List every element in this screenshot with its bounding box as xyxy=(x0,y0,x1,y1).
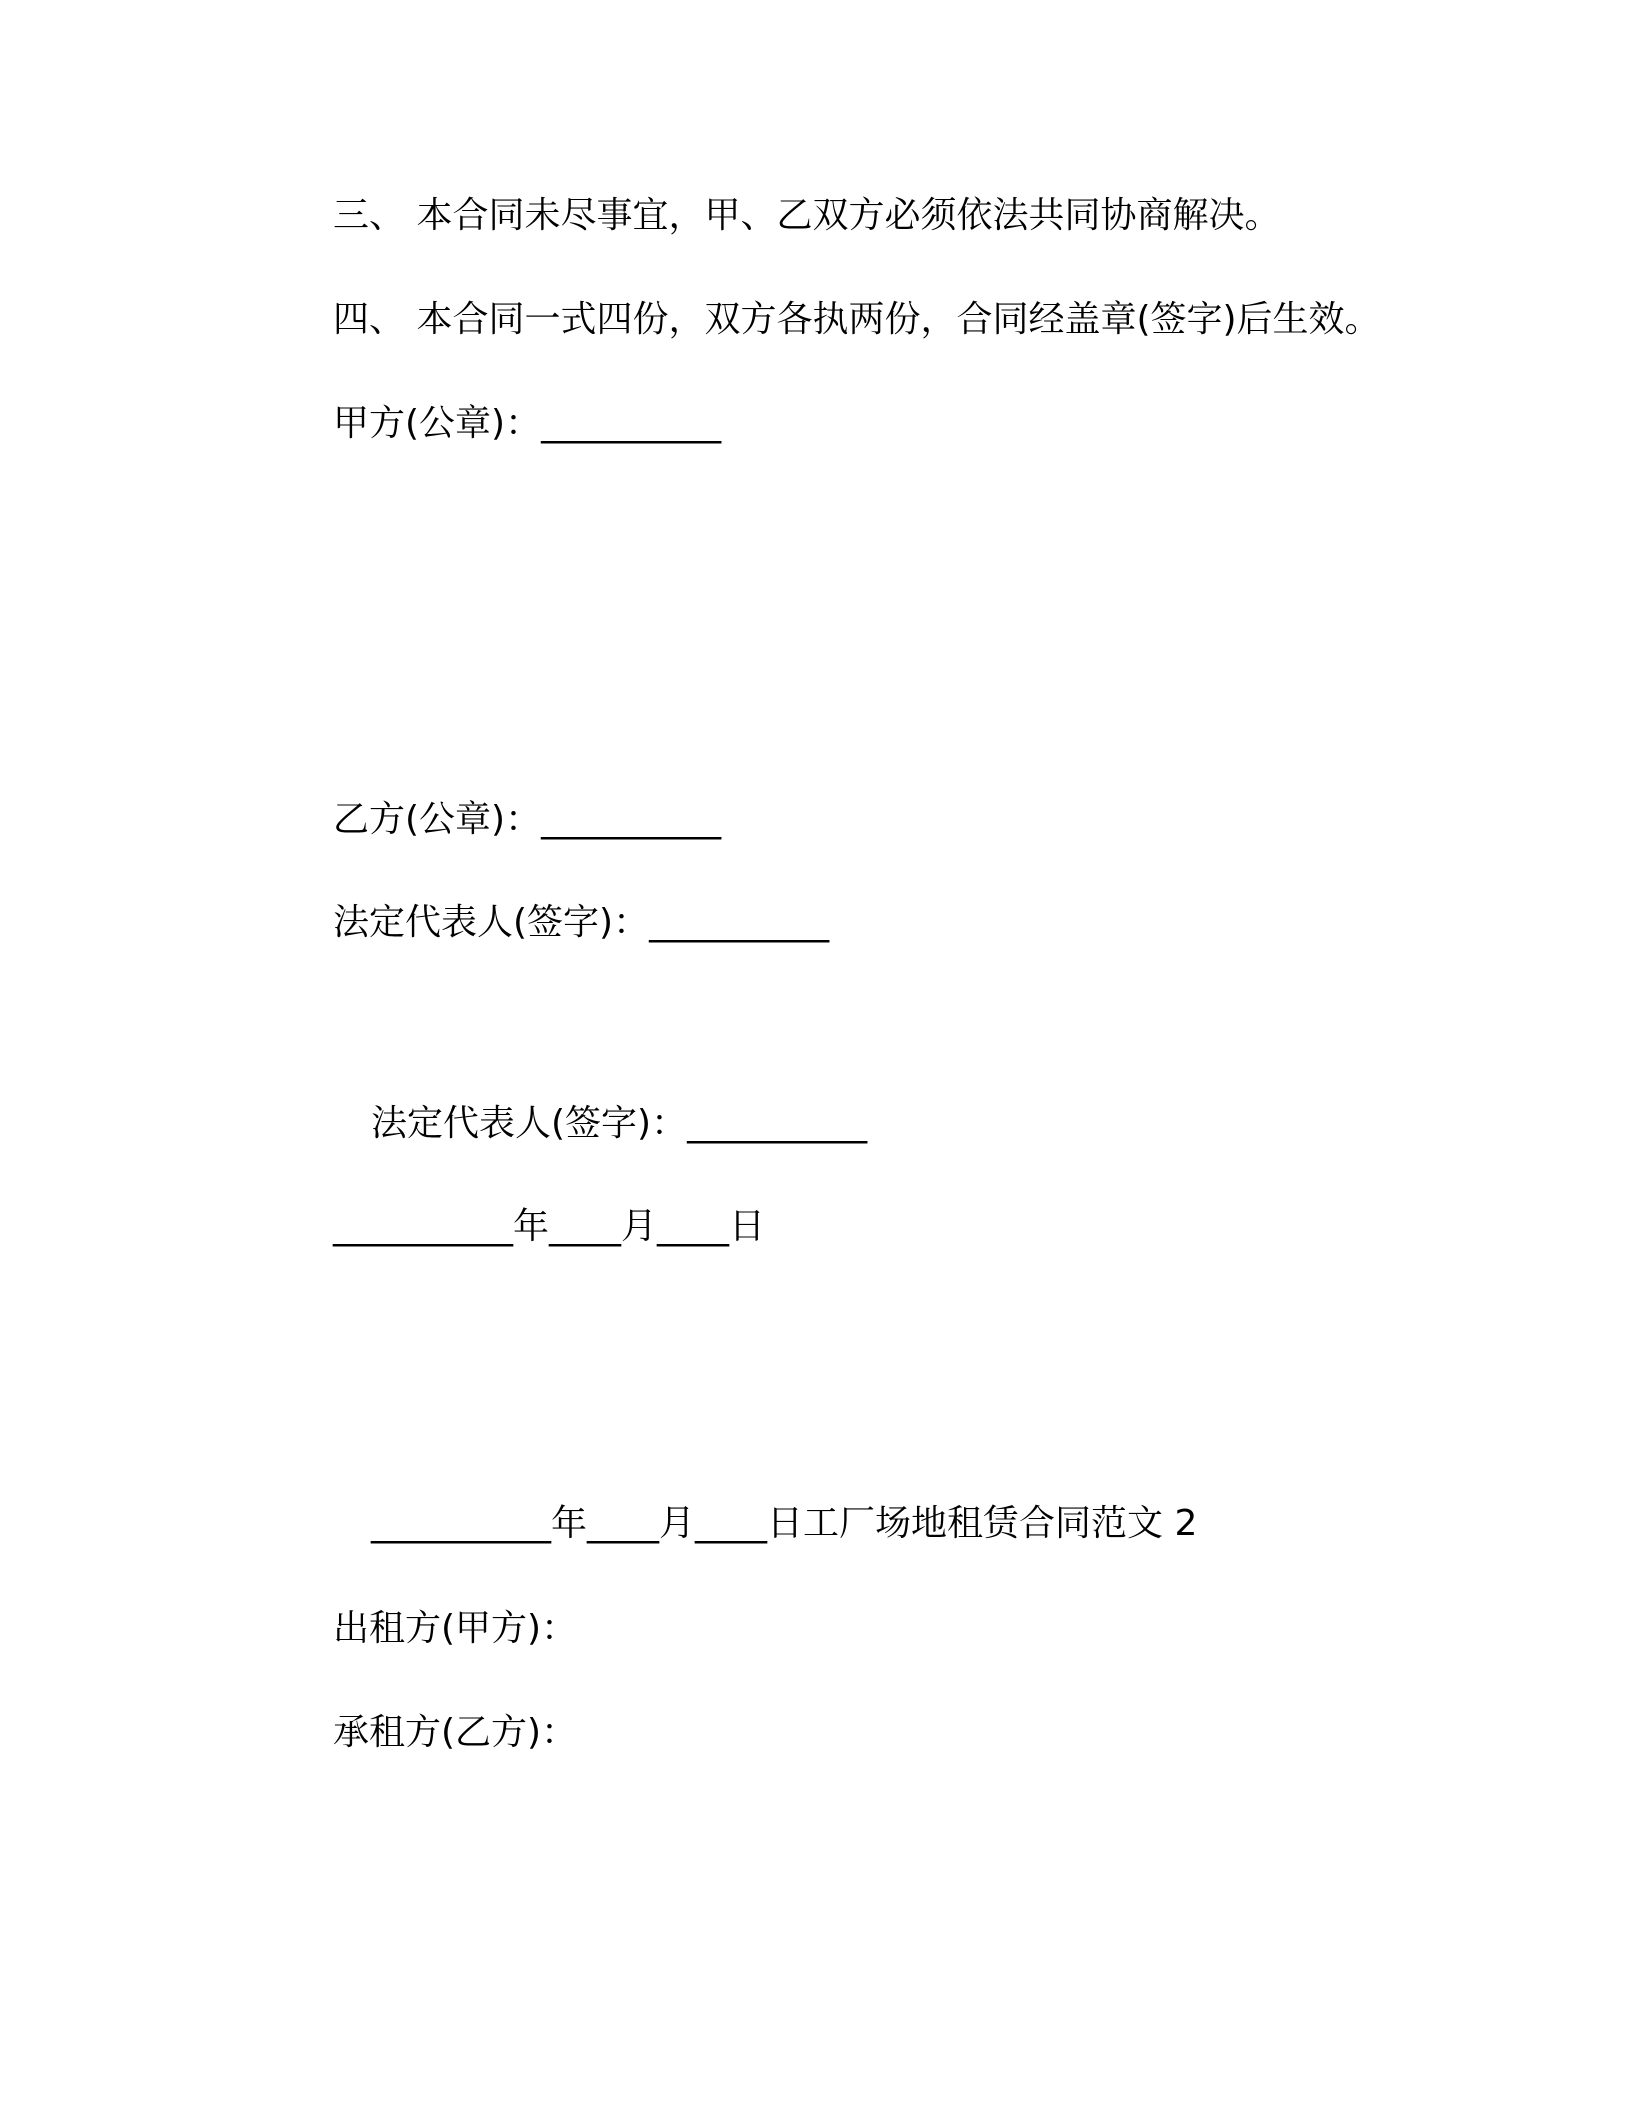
title-year-blank: __________ xyxy=(371,1503,551,1544)
legal-rep-line-2 xyxy=(371,1100,867,1148)
party-a-seal-line xyxy=(333,400,721,448)
legal-rep-label-2: 法定代表人(签字)： xyxy=(371,1103,688,1144)
date-year-unit: 年 xyxy=(513,1206,550,1247)
title-year-unit: 年 xyxy=(551,1503,588,1544)
signature-date-line xyxy=(333,1203,765,1251)
legal-rep-blank-2: __________ xyxy=(687,1103,868,1144)
legal-rep-label-1: 法定代表人(签字)： xyxy=(333,902,650,943)
party-b-seal-label: 乙方(公章)： xyxy=(333,799,542,840)
party-a-seal-label: 甲方(公章)： xyxy=(333,403,542,444)
party-b-seal-line xyxy=(333,796,721,844)
legal-rep-blank-1: __________ xyxy=(649,902,830,943)
legal-rep-line-1 xyxy=(333,899,829,947)
title-month-unit: 月 xyxy=(659,1503,696,1544)
party-b-seal-blank: __________ xyxy=(541,799,722,840)
date-year-blank: __________ xyxy=(333,1206,513,1247)
lessor-label: 出租方(甲方)： xyxy=(333,1608,578,1649)
lessee-label: 承租方(乙方)： xyxy=(333,1712,578,1753)
date-month-blank: ____ xyxy=(549,1206,622,1247)
date-month-unit: 月 xyxy=(621,1206,658,1247)
next-section-title xyxy=(371,1500,1197,1548)
title-text: 工厂场地租赁合同范文 2 xyxy=(803,1503,1198,1544)
title-month-blank: ____ xyxy=(587,1503,660,1544)
title-day-unit: 日 xyxy=(767,1503,804,1544)
clause-four: 四、 本合同一式四份，双方各执两份，合同经盖章(签字)后生效。 xyxy=(333,299,1381,340)
date-day-unit: 日 xyxy=(729,1206,766,1247)
party-a-seal-blank: __________ xyxy=(541,403,722,444)
clause-three: 三、 本合同未尽事宜，甲、乙双方必须依法共同协商解决。 xyxy=(333,195,1281,236)
date-day-blank: ____ xyxy=(657,1206,730,1247)
title-day-blank: ____ xyxy=(695,1503,768,1544)
